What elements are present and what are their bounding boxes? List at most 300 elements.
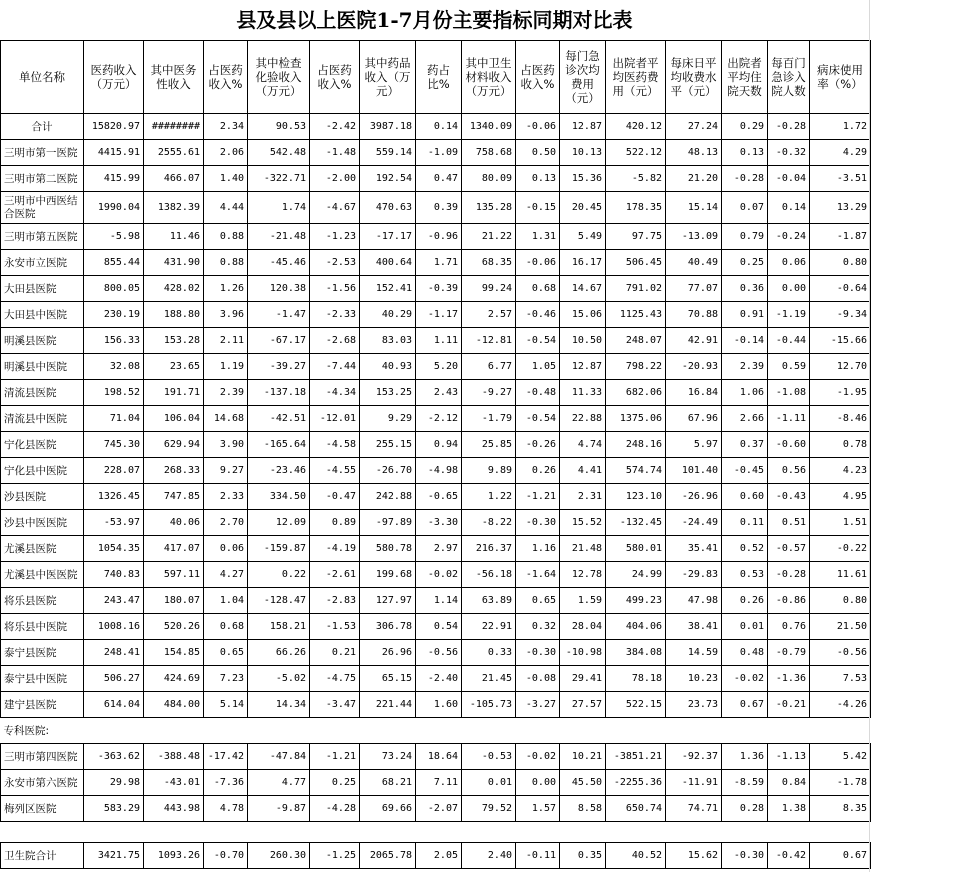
- value-cell: 5.20: [416, 354, 462, 380]
- column-header: 其中医务性收入: [144, 41, 204, 114]
- value-cell: 15.62: [666, 843, 722, 869]
- value-cell: 21.20: [666, 166, 722, 192]
- unit-name-cell: 永安市第六医院: [1, 770, 84, 796]
- value-cell: 99.24: [462, 276, 516, 302]
- value-cell: -2.42: [310, 114, 360, 140]
- value-cell: 506.45: [606, 250, 666, 276]
- value-cell: 9.89: [462, 458, 516, 484]
- unit-name-cell: 清流县中医院: [1, 406, 84, 432]
- value-cell: 10.23: [666, 666, 722, 692]
- value-cell: 15.36: [560, 166, 606, 192]
- value-cell: -0.26: [516, 432, 560, 458]
- value-cell: 0.48: [722, 640, 768, 666]
- value-cell: -5.82: [606, 166, 666, 192]
- value-cell: 855.44: [84, 250, 144, 276]
- value-cell: 10.50: [560, 328, 606, 354]
- value-cell: -0.60: [768, 432, 810, 458]
- value-cell: 1.31: [516, 224, 560, 250]
- table-row: [1, 666, 871, 692]
- value-cell: -0.14: [722, 328, 768, 354]
- value-cell: -0.56: [810, 640, 871, 666]
- value-cell: 420.12: [606, 114, 666, 140]
- value-cell: 0.21: [310, 640, 360, 666]
- value-cell: -4.98: [416, 458, 462, 484]
- value-cell: 798.22: [606, 354, 666, 380]
- value-cell: 2.39: [722, 354, 768, 380]
- table-row: [1, 166, 871, 192]
- value-cell: 306.78: [360, 614, 416, 640]
- value-cell: 15.14: [666, 192, 722, 224]
- value-cell: 0.29: [722, 114, 768, 140]
- value-cell: 1.26: [204, 276, 248, 302]
- value-cell: 0.80: [810, 250, 871, 276]
- column-header: 占医药收入%: [204, 41, 248, 114]
- unit-name-cell: 三明市中西医结合医院: [1, 192, 84, 224]
- value-cell: 580.01: [606, 536, 666, 562]
- value-cell: 5.49: [560, 224, 606, 250]
- value-cell: 152.41: [360, 276, 416, 302]
- value-cell: 6.77: [462, 354, 516, 380]
- value-cell: 0.01: [722, 614, 768, 640]
- value-cell: 0.84: [768, 770, 810, 796]
- table-row: [1, 302, 871, 328]
- value-cell: 400.64: [360, 250, 416, 276]
- value-cell: 0.11: [722, 510, 768, 536]
- value-cell: 40.29: [360, 302, 416, 328]
- unit-name-cell: 大田县医院: [1, 276, 84, 302]
- value-cell: -0.11: [516, 843, 560, 869]
- value-cell: 40.52: [606, 843, 666, 869]
- unit-name-cell: 建宁县医院: [1, 692, 84, 718]
- value-cell: -388.48: [144, 744, 204, 770]
- value-cell: 0.68: [516, 276, 560, 302]
- value-cell: -0.96: [416, 224, 462, 250]
- spacer-row: [1, 822, 871, 843]
- table-row: [1, 614, 871, 640]
- value-cell: ########: [144, 114, 204, 140]
- value-cell: 542.48: [248, 140, 310, 166]
- value-cell: 38.41: [666, 614, 722, 640]
- value-cell: -4.26: [810, 692, 871, 718]
- value-cell: 1.04: [204, 588, 248, 614]
- unit-name-cell: 宁化县中医院: [1, 458, 84, 484]
- unit-name-cell: 泰宁县中医院: [1, 666, 84, 692]
- table-row: [1, 354, 871, 380]
- value-cell: 0.65: [516, 588, 560, 614]
- value-cell: 106.04: [144, 406, 204, 432]
- column-header: 病床使用率（%）: [810, 41, 871, 114]
- value-cell: 2.66: [722, 406, 768, 432]
- value-cell: 1326.45: [84, 484, 144, 510]
- value-cell: 248.41: [84, 640, 144, 666]
- value-cell: 24.99: [606, 562, 666, 588]
- value-cell: 470.63: [360, 192, 416, 224]
- value-cell: -1.23: [310, 224, 360, 250]
- value-cell: 188.80: [144, 302, 204, 328]
- value-cell: -8.46: [810, 406, 871, 432]
- value-cell: 484.00: [144, 692, 204, 718]
- value-cell: -0.21: [768, 692, 810, 718]
- value-cell: -3.51: [810, 166, 871, 192]
- value-cell: 1.14: [416, 588, 462, 614]
- value-cell: -1.47: [248, 302, 310, 328]
- value-cell: -0.42: [768, 843, 810, 869]
- value-cell: 0.39: [416, 192, 462, 224]
- value-cell: 21.48: [560, 536, 606, 562]
- section-row: [1, 718, 871, 744]
- value-cell: -26.70: [360, 458, 416, 484]
- value-cell: 70.88: [666, 302, 722, 328]
- value-cell: 629.94: [144, 432, 204, 458]
- value-cell: 0.56: [768, 458, 810, 484]
- value-cell: -2255.36: [606, 770, 666, 796]
- value-cell: 0.89: [310, 510, 360, 536]
- value-cell: -0.24: [768, 224, 810, 250]
- value-cell: 191.71: [144, 380, 204, 406]
- value-cell: 0.26: [516, 458, 560, 484]
- value-cell: 268.33: [144, 458, 204, 484]
- value-cell: -0.44: [768, 328, 810, 354]
- table-row: [1, 328, 871, 354]
- value-cell: 67.96: [666, 406, 722, 432]
- value-cell: -0.46: [516, 302, 560, 328]
- value-cell: -0.28: [722, 166, 768, 192]
- value-cell: -4.67: [310, 192, 360, 224]
- value-cell: -0.65: [416, 484, 462, 510]
- column-header: 其中检查化验收入（万元）: [248, 41, 310, 114]
- value-cell: -7.36: [204, 770, 248, 796]
- value-cell: -2.61: [310, 562, 360, 588]
- value-cell: -15.66: [810, 328, 871, 354]
- value-cell: -1.64: [516, 562, 560, 588]
- value-cell: 25.85: [462, 432, 516, 458]
- unit-name-cell: 梅列区医院: [1, 796, 84, 822]
- value-cell: 40.06: [144, 510, 204, 536]
- value-cell: 4.95: [810, 484, 871, 510]
- value-cell: -1.95: [810, 380, 871, 406]
- value-cell: 79.52: [462, 796, 516, 822]
- section-label: 专科医院:: [1, 718, 871, 744]
- sheet-edge: [869, 0, 870, 872]
- value-cell: 1.74: [248, 192, 310, 224]
- unit-name-cell: 合计: [1, 114, 84, 140]
- value-cell: -23.46: [248, 458, 310, 484]
- value-cell: 522.12: [606, 140, 666, 166]
- value-cell: 1.11: [416, 328, 462, 354]
- value-cell: 7.11: [416, 770, 462, 796]
- value-cell: -0.06: [516, 114, 560, 140]
- value-cell: -0.30: [516, 510, 560, 536]
- column-header: 出院者平均医药费用（元）: [606, 41, 666, 114]
- value-cell: 5.42: [810, 744, 871, 770]
- unit-name-cell: 将乐县中医院: [1, 614, 84, 640]
- value-cell: 2.40: [462, 843, 516, 869]
- value-cell: 83.03: [360, 328, 416, 354]
- value-cell: -2.68: [310, 328, 360, 354]
- value-cell: -4.58: [310, 432, 360, 458]
- value-cell: -13.09: [666, 224, 722, 250]
- value-cell: 101.40: [666, 458, 722, 484]
- value-cell: 123.10: [606, 484, 666, 510]
- value-cell: 29.41: [560, 666, 606, 692]
- value-cell: 1.60: [416, 692, 462, 718]
- value-cell: 2065.78: [360, 843, 416, 869]
- value-cell: -4.34: [310, 380, 360, 406]
- value-cell: 1382.39: [144, 192, 204, 224]
- value-cell: 11.46: [144, 224, 204, 250]
- value-cell: 0.06: [204, 536, 248, 562]
- value-cell: 0.91: [722, 302, 768, 328]
- table-row: [1, 770, 871, 796]
- unit-name-cell: 明溪县医院: [1, 328, 84, 354]
- value-cell: 2.57: [462, 302, 516, 328]
- value-cell: 740.83: [84, 562, 144, 588]
- value-cell: -0.86: [768, 588, 810, 614]
- value-cell: 90.53: [248, 114, 310, 140]
- value-cell: 248.07: [606, 328, 666, 354]
- value-cell: 791.02: [606, 276, 666, 302]
- value-cell: 2.97: [416, 536, 462, 562]
- table-row: [1, 510, 871, 536]
- value-cell: 0.60: [722, 484, 768, 510]
- value-cell: 13.29: [810, 192, 871, 224]
- value-cell: 0.50: [516, 140, 560, 166]
- value-cell: 10.13: [560, 140, 606, 166]
- value-cell: 68.35: [462, 250, 516, 276]
- value-cell: 0.26: [722, 588, 768, 614]
- value-cell: -2.53: [310, 250, 360, 276]
- value-cell: -1.13: [768, 744, 810, 770]
- value-cell: -0.08: [516, 666, 560, 692]
- table-body: [1, 114, 871, 869]
- table-row: [1, 692, 871, 718]
- value-cell: 153.28: [144, 328, 204, 354]
- value-cell: 559.14: [360, 140, 416, 166]
- value-cell: -0.54: [516, 406, 560, 432]
- value-cell: 0.14: [416, 114, 462, 140]
- value-cell: -0.30: [722, 843, 768, 869]
- value-cell: 40.93: [360, 354, 416, 380]
- value-cell: -165.64: [248, 432, 310, 458]
- value-cell: 0.88: [204, 224, 248, 250]
- value-cell: 45.50: [560, 770, 606, 796]
- value-cell: -0.02: [722, 666, 768, 692]
- value-cell: -3.47: [310, 692, 360, 718]
- value-cell: 0.32: [516, 614, 560, 640]
- value-cell: 0.54: [416, 614, 462, 640]
- value-cell: 7.53: [810, 666, 871, 692]
- value-cell: 1.36: [722, 744, 768, 770]
- value-cell: 198.52: [84, 380, 144, 406]
- value-cell: 10.21: [560, 744, 606, 770]
- value-cell: -1.19: [768, 302, 810, 328]
- unit-name-cell: 清流县医院: [1, 380, 84, 406]
- value-cell: -3.30: [416, 510, 462, 536]
- value-cell: 1375.06: [606, 406, 666, 432]
- value-cell: 221.44: [360, 692, 416, 718]
- value-cell: -0.28: [768, 114, 810, 140]
- value-cell: 21.45: [462, 666, 516, 692]
- unit-name-cell: 三明市第一医院: [1, 140, 84, 166]
- value-cell: 120.38: [248, 276, 310, 302]
- value-cell: -9.87: [248, 796, 310, 822]
- value-cell: 0.67: [810, 843, 871, 869]
- value-cell: -1.48: [310, 140, 360, 166]
- table-row: [1, 114, 871, 140]
- value-cell: 1340.09: [462, 114, 516, 140]
- value-cell: -0.53: [462, 744, 516, 770]
- column-header: 每床日平均收费水平（元）: [666, 41, 722, 114]
- value-cell: 12.87: [560, 354, 606, 380]
- value-cell: -17.17: [360, 224, 416, 250]
- value-cell: -43.01: [144, 770, 204, 796]
- column-header: 其中卫生材料收入（万元）: [462, 41, 516, 114]
- value-cell: 1008.16: [84, 614, 144, 640]
- value-cell: 431.90: [144, 250, 204, 276]
- unit-name-cell: 三明市第四医院: [1, 744, 84, 770]
- value-cell: 1125.43: [606, 302, 666, 328]
- value-cell: 0.28: [722, 796, 768, 822]
- value-cell: 1054.35: [84, 536, 144, 562]
- value-cell: 29.98: [84, 770, 144, 796]
- value-cell: -39.27: [248, 354, 310, 380]
- table-row: [1, 484, 871, 510]
- value-cell: 8.35: [810, 796, 871, 822]
- value-cell: -0.64: [810, 276, 871, 302]
- table-row: [1, 640, 871, 666]
- value-cell: -1.79: [462, 406, 516, 432]
- unit-name-cell: 沙县医院: [1, 484, 84, 510]
- unit-name-cell: 三明市第二医院: [1, 166, 84, 192]
- value-cell: -45.46: [248, 250, 310, 276]
- value-cell: 35.41: [666, 536, 722, 562]
- value-cell: -29.83: [666, 562, 722, 588]
- value-cell: -4.19: [310, 536, 360, 562]
- value-cell: -137.18: [248, 380, 310, 406]
- value-cell: 0.07: [722, 192, 768, 224]
- value-cell: -42.51: [248, 406, 310, 432]
- value-cell: -0.56: [416, 640, 462, 666]
- value-cell: 650.74: [606, 796, 666, 822]
- value-cell: 4415.91: [84, 140, 144, 166]
- value-cell: -1.53: [310, 614, 360, 640]
- value-cell: 3.96: [204, 302, 248, 328]
- table-row: [1, 250, 871, 276]
- value-cell: 1.71: [416, 250, 462, 276]
- value-cell: 77.07: [666, 276, 722, 302]
- value-cell: -11.91: [666, 770, 722, 796]
- value-cell: -2.07: [416, 796, 462, 822]
- value-cell: 2.39: [204, 380, 248, 406]
- value-cell: -1.56: [310, 276, 360, 302]
- value-cell: 758.68: [462, 140, 516, 166]
- value-cell: 1093.26: [144, 843, 204, 869]
- value-cell: -0.22: [810, 536, 871, 562]
- value-cell: -132.45: [606, 510, 666, 536]
- value-cell: 2.31: [560, 484, 606, 510]
- value-cell: -5.98: [84, 224, 144, 250]
- value-cell: 0.13: [516, 166, 560, 192]
- value-cell: -0.47: [310, 484, 360, 510]
- value-cell: -53.97: [84, 510, 144, 536]
- value-cell: 15.06: [560, 302, 606, 328]
- value-cell: 0.52: [722, 536, 768, 562]
- value-cell: 0.00: [768, 276, 810, 302]
- value-cell: 443.98: [144, 796, 204, 822]
- value-cell: 0.59: [768, 354, 810, 380]
- value-cell: -0.79: [768, 640, 810, 666]
- value-cell: -26.96: [666, 484, 722, 510]
- value-cell: 216.37: [462, 536, 516, 562]
- value-cell: -1.36: [768, 666, 810, 692]
- value-cell: 156.33: [84, 328, 144, 354]
- value-cell: 14.59: [666, 640, 722, 666]
- value-cell: 9.27: [204, 458, 248, 484]
- column-header: 占医药收入%: [310, 41, 360, 114]
- value-cell: -9.34: [810, 302, 871, 328]
- value-cell: 71.04: [84, 406, 144, 432]
- table-row: [1, 406, 871, 432]
- value-cell: 14.34: [248, 692, 310, 718]
- value-cell: 583.29: [84, 796, 144, 822]
- value-cell: -159.87: [248, 536, 310, 562]
- value-cell: 2.34: [204, 114, 248, 140]
- comparison-table: [0, 40, 871, 869]
- value-cell: -56.18: [462, 562, 516, 588]
- value-cell: -0.02: [516, 744, 560, 770]
- value-cell: 14.68: [204, 406, 248, 432]
- table-row: [1, 843, 871, 869]
- value-cell: 404.06: [606, 614, 666, 640]
- value-cell: 248.16: [606, 432, 666, 458]
- value-cell: 0.35: [560, 843, 606, 869]
- value-cell: 15820.97: [84, 114, 144, 140]
- value-cell: 1.59: [560, 588, 606, 614]
- value-cell: 0.00: [516, 770, 560, 796]
- value-cell: 2.43: [416, 380, 462, 406]
- value-cell: 745.30: [84, 432, 144, 458]
- value-cell: 21.50: [810, 614, 871, 640]
- value-cell: 154.85: [144, 640, 204, 666]
- value-cell: 48.13: [666, 140, 722, 166]
- value-cell: 1990.04: [84, 192, 144, 224]
- value-cell: 14.67: [560, 276, 606, 302]
- column-header: 医药收入（万元）: [84, 41, 144, 114]
- value-cell: 1.05: [516, 354, 560, 380]
- value-cell: -7.44: [310, 354, 360, 380]
- value-cell: 0.25: [722, 250, 768, 276]
- value-cell: 27.24: [666, 114, 722, 140]
- value-cell: -363.62: [84, 744, 144, 770]
- value-cell: -1.25: [310, 843, 360, 869]
- column-header: 每百门急诊入院人数: [768, 41, 810, 114]
- value-cell: -8.59: [722, 770, 768, 796]
- value-cell: 4.78: [204, 796, 248, 822]
- unit-name-cell: 泰宁县医院: [1, 640, 84, 666]
- value-cell: 22.91: [462, 614, 516, 640]
- value-cell: -1.78: [810, 770, 871, 796]
- value-cell: 522.15: [606, 692, 666, 718]
- value-cell: -1.17: [416, 302, 462, 328]
- value-cell: 230.19: [84, 302, 144, 328]
- value-cell: -1.08: [768, 380, 810, 406]
- value-cell: 747.85: [144, 484, 204, 510]
- value-cell: 614.04: [84, 692, 144, 718]
- unit-name-cell: 明溪县中医院: [1, 354, 84, 380]
- value-cell: -0.06: [516, 250, 560, 276]
- table-row: [1, 140, 871, 166]
- value-cell: 0.79: [722, 224, 768, 250]
